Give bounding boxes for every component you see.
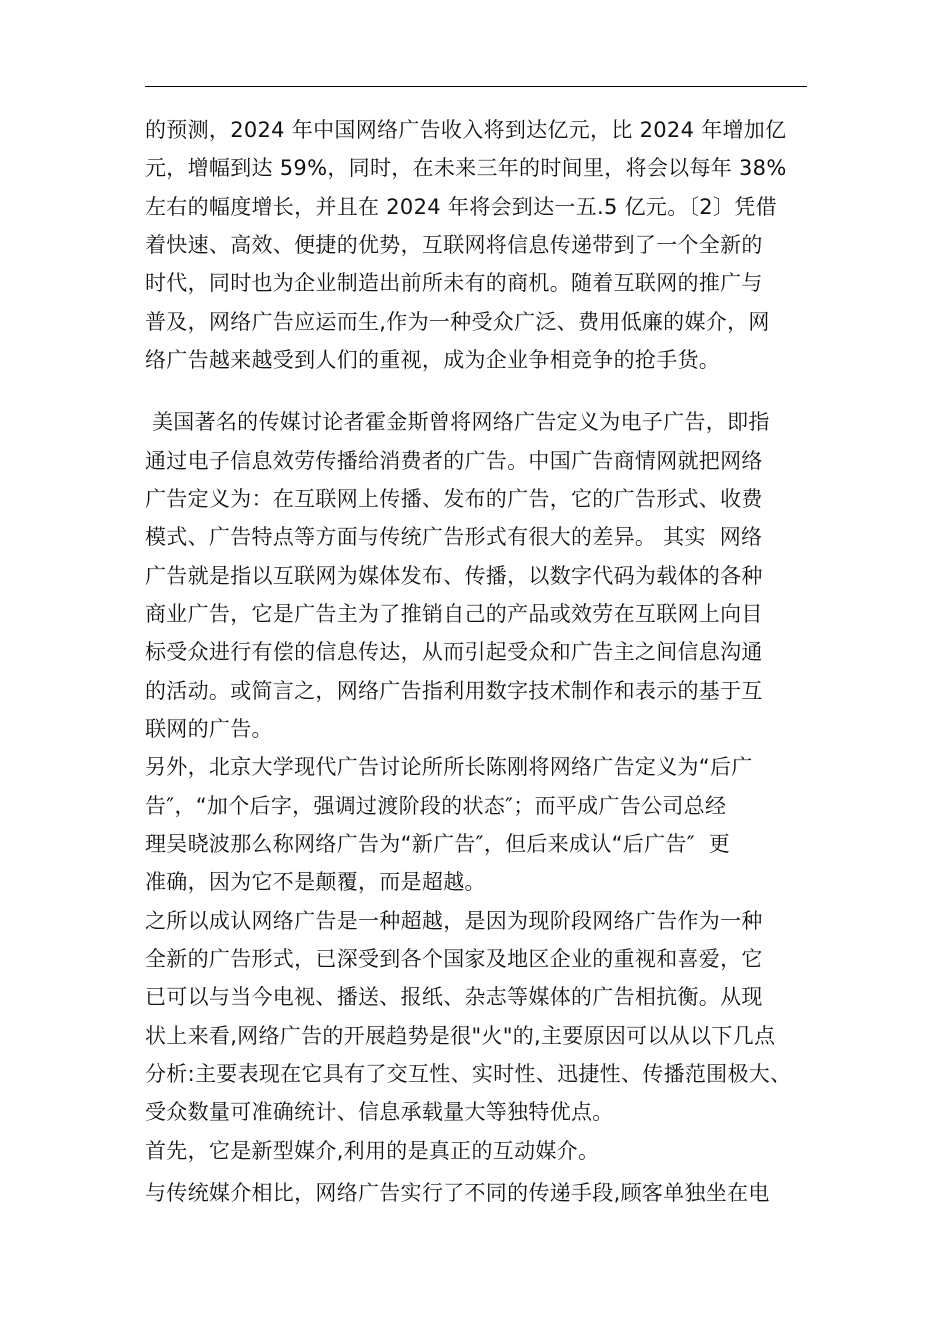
text-line: 时代，同时也为企业制造出前所未有的商机。随着互联网的推广与	[145, 271, 763, 295]
text-line: 通过电子信息效劳传播给消费者的广告。中国广告商情网就把网络	[145, 449, 763, 473]
text-line: 左右的幅度增长，并且在 2024 年将会到达一五.5 亿元。〔2〕凭借	[145, 195, 777, 219]
text-line: 的活动。或简言之，网络广告指利用数字技术制作和表示的基于互	[145, 679, 763, 703]
text-line: 广告定义为：在互联网上传播、发布的广告，它的广告形式、收费	[145, 487, 763, 511]
text-line: 与传统媒介相比，网络广告实行了不同的传递手段,顾客单独坐在电	[145, 1181, 770, 1205]
text-line: 标受众进行有偿的信息传达，从而引起受众和广告主之间信息沟通	[145, 640, 763, 664]
text-line: 理吴晓波那么称网络广告为“新广告″，但后来成认“后广告″ 更	[145, 832, 731, 856]
text-line: 已可以与当今电视、播送、报纸、杂志等媒体的广告相抗衡。从现	[145, 985, 763, 1009]
text-line: 联网的广告。	[145, 717, 273, 741]
text-line: 之所以成认网络广告是一种超越，是因为现阶段网络广告作为一种	[145, 909, 763, 933]
text-line: 状上来看,网络广告的开展趋势是很"火"的,主要原因可以从以下几点	[145, 1024, 776, 1048]
header-rule	[145, 86, 807, 87]
text-line: 普及，网络广告应运而生,作为一种受众广泛、费用低廉的媒介，网	[145, 310, 770, 334]
text-line: 商业广告，它是广告主为了推销自己的产品或效劳在互联网上向目	[145, 602, 763, 626]
text-line: 广告就是指以互联网为媒体发布、传播，以数字代码为载体的各种	[145, 564, 763, 588]
text-line: 美国著名的传媒讨论者霍金斯曾将网络广告定义为电子广告，即指	[145, 410, 770, 434]
text-line: 的预测，2024 年中国网络广告收入将到达亿元，比 2024 年增加亿	[145, 118, 787, 142]
text-line: 受众数量可准确统计、信息承载量大等独特优点。	[145, 1100, 614, 1124]
text-line: 着快速、高效、便捷的优势，互联网将信息传递带到了一个全新的	[145, 233, 763, 257]
text-line: 元，增幅到达 59%，同时，在未来三年的时间里，将会以每年 38%	[145, 156, 787, 180]
text-line: 另外，北京大学现代广告讨论所所长陈刚将网络广告定义为“后广	[145, 755, 753, 779]
text-line: 模式、广告特点等方面与传统广告形式有很大的差异。 其实 网络	[145, 525, 763, 549]
text-line: 准确，因为它不是颠覆，而是超越。	[145, 870, 486, 894]
text-line: 告″，“加个后字，强调过渡阶段的状态″；而平成广告公司总经	[145, 794, 727, 818]
text-line: 分析:主要表现在它具有了交互性、实时性、迅捷性、传播范围极大、	[145, 1062, 792, 1086]
text-line: 络广告越来越受到人们的重视，成为企业争相竞争的抢手货。	[145, 348, 721, 372]
text-line: 首先，它是新型媒介,利用的是真正的互动媒介。	[145, 1139, 600, 1163]
text-line: 全新的广告形式，已深受到各个国家及地区企业的重视和喜爱，它	[145, 947, 763, 971]
